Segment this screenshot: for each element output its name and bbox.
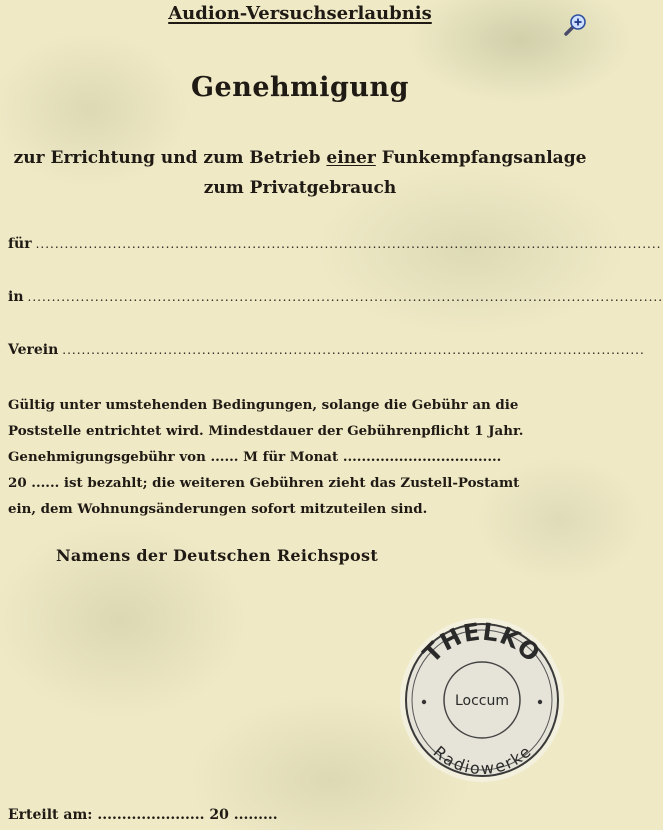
- stamp-top-text: THELKO: [417, 617, 547, 669]
- subtitle-underlined: einer: [326, 148, 376, 168]
- subtitle-part-1: zur Errichtung und zum Betrieb: [13, 148, 327, 168]
- conditions-line: Poststelle entrichtet wird. Mindestdauer der Gebührenpflicht 1 Jahr.: [8, 423, 524, 439]
- conditions-line: 20 ...... ist bezahlt; die weiteren Gebühren zieht das Zustell-Postamt: [8, 475, 520, 491]
- stamp-bottom-text: Radiowerke: [429, 742, 535, 779]
- stamp-dot-icon: [422, 700, 426, 704]
- conditions-line: Gültig unter umstehenden Bedingungen, solange die Gebühr an die: [8, 397, 519, 413]
- main-title: Genehmigung: [190, 72, 410, 103]
- field-verein: [8, 342, 645, 358]
- signature-line: Namens der Deutschen Reichspost: [56, 546, 379, 565]
- conditions-paragraph: [8, 392, 594, 522]
- header-title: Audion-Versuchserlaubnis: [168, 3, 432, 24]
- erteilt-line: Erteilt am: ...................... 20 .........: [8, 807, 278, 823]
- subtitle-line-2: zum Privatgebrauch: [203, 178, 397, 198]
- subtitle-part-2: Funkempfangsanlage: [375, 148, 587, 168]
- field-verein-label: Verein: [8, 342, 59, 358]
- field-fuer-label: für: [8, 236, 32, 252]
- stamp-middle-text: Loccum: [454, 693, 510, 709]
- field-in: [8, 289, 663, 305]
- stamp-dot-icon: [538, 700, 542, 704]
- field-in-label: in: [8, 289, 24, 305]
- conditions-line: ein, dem Wohnungsänderungen sofort mitzuteilen sind.: [8, 501, 428, 517]
- conditions-line: Genehmigungsgebühr von ...... M für Monat ..................................: [8, 449, 502, 465]
- field-fuer: [8, 236, 662, 252]
- thelko-stamp: [398, 616, 566, 784]
- field-fuer-dots: ..................................................................................................................................: [35, 237, 662, 251]
- field-verein-dots: .........................................................................................................................: [62, 343, 645, 357]
- subtitle-line-1: [0, 148, 600, 168]
- field-in-dots: ....................................................................................................................................: [27, 290, 663, 304]
- zoom-in-icon[interactable]: [563, 13, 587, 37]
